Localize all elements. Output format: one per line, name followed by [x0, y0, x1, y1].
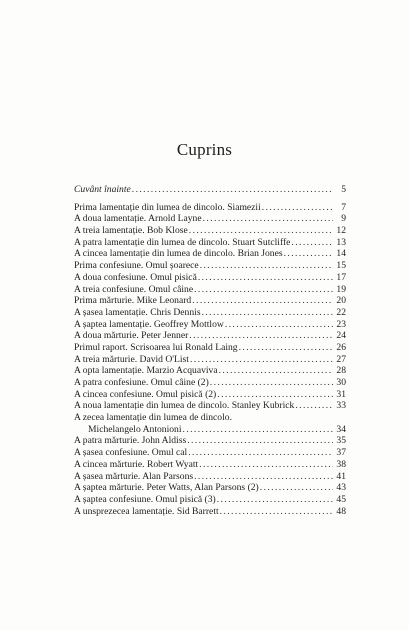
toc-entry-page: 34: [336, 423, 346, 435]
toc-entry-page: 26: [336, 341, 346, 353]
dot-leader: [203, 213, 333, 225]
toc-entry-page: 38: [336, 458, 346, 470]
toc-entry: [74, 482, 346, 494]
dot-leader: [187, 435, 333, 447]
toc-entry: [74, 494, 346, 506]
toc-entry-page: 22: [336, 306, 346, 318]
toc-entry-page: 31: [336, 388, 346, 400]
toc-entry-title: A opta lamentație. Marzio Acquaviva: [74, 365, 218, 377]
toc-entry: [74, 225, 346, 237]
dot-leader: [210, 377, 333, 389]
toc-entry-title: A șaptea lamentație. Geoffrey Mottlow: [74, 318, 224, 330]
toc-entry-page: 30: [336, 377, 346, 388]
dot-leader: [189, 330, 333, 342]
toc-entry-continuation: [74, 424, 346, 436]
dot-leader: [284, 248, 333, 260]
toc-entry: [74, 202, 346, 214]
toc-entry: [74, 284, 346, 296]
toc-entry: [74, 471, 346, 483]
dot-leader: [200, 260, 333, 272]
toc-entry: [74, 260, 346, 272]
toc-entry-title: A treia confesiune. Omul câine: [74, 283, 194, 295]
toc-entry-title: Prima lamentație din lumea de dincolo. Siamezii: [74, 201, 261, 213]
toc-entry: [74, 459, 346, 471]
toc-entry: [74, 307, 346, 319]
toc-entry-page: 45: [336, 493, 346, 505]
toc-entry: [74, 354, 346, 366]
toc-entry: [74, 435, 346, 447]
dot-leader: [194, 471, 333, 483]
toc-entry-title: A treia lamentație. Bob Klose: [74, 225, 188, 237]
dot-leader: [217, 389, 333, 401]
toc-entry-title: A patra mărturie. John Aldiss: [74, 435, 187, 447]
toc-entry-page: 9: [341, 213, 346, 225]
dot-leader: [262, 202, 333, 214]
toc-entry-title: A unsprezecea lamentație. Sid Barrett: [74, 505, 219, 517]
toc-entry-title: A noua lamentație din lumea de dincolo. Stanley Kubrick: [74, 400, 295, 412]
toc-entry-title: A patra confesiune. Omul câine (2): [74, 377, 209, 388]
dot-leader: [260, 482, 333, 494]
toc-entry-page: 15: [336, 260, 346, 272]
toc-entry: [74, 342, 346, 354]
dot-leader: [219, 365, 333, 377]
dot-leader: [190, 354, 333, 366]
dot-leader: [199, 459, 333, 471]
toc-entry: [74, 400, 346, 412]
toc-entry-title: A treia mărturie. David O'List: [74, 353, 189, 365]
toc-entry-page: 13: [336, 236, 346, 248]
page-title: Cuprins: [176, 140, 233, 159]
dot-leader: [198, 272, 333, 284]
toc-entry-page: 17: [336, 271, 346, 283]
dot-leader: [220, 506, 333, 518]
dot-leader: [291, 237, 333, 249]
toc-entry-title: A cincea mărturie. Robert Wyatt: [74, 458, 199, 470]
toc-entry: [74, 389, 346, 401]
toc-entry-page: 14: [336, 248, 346, 260]
toc-entry: [74, 506, 346, 518]
toc-entry: [74, 330, 346, 342]
toc-entry-page: 12: [336, 225, 346, 237]
toc-entry-title: A șaptea mărturie. Peter Watts, Alan Parsons (2): [74, 482, 259, 494]
toc-entry-title: A doua mărturie. Peter Jenner: [74, 330, 189, 342]
toc-entry-page: 28: [336, 365, 346, 377]
toc-entry-title: A patra lamentație din lumea de dincolo. Stuart Sutcliffe: [74, 236, 291, 248]
toc-entry-title: A zecea lamentație din lumea de dincolo.: [74, 412, 232, 424]
toc-entry: [74, 447, 346, 459]
toc-entry: [74, 248, 346, 260]
toc-entry-page: 41: [336, 470, 346, 482]
toc-entry: [74, 272, 346, 284]
dot-leader: [132, 184, 333, 196]
toc-entry: [74, 184, 346, 196]
toc-entry-page: 33: [336, 400, 346, 412]
toc-entry-page: 24: [336, 330, 346, 342]
toc-entry: [74, 295, 346, 307]
toc-entry: [74, 412, 346, 424]
toc-entry-page: 43: [336, 482, 346, 494]
dot-leader: [192, 295, 333, 307]
toc-entry-title: Prima mărturie. Mike Leonard: [74, 295, 192, 307]
dot-leader: [194, 284, 333, 296]
toc-entry-title: Cuvânt înainte: [74, 184, 131, 195]
toc-entry-page: 20: [336, 295, 346, 307]
toc-entry-title: Prima confesiune. Omul șoarece: [74, 260, 199, 272]
toc-entry-page: 5: [341, 184, 346, 195]
dot-leader: [189, 225, 333, 237]
toc-entry-page: 19: [336, 283, 346, 295]
toc-entry-page: 37: [336, 447, 346, 459]
toc-entry-title: A doua lamentație. Arnold Layne: [74, 213, 202, 225]
toc-entry-page: 7: [341, 201, 346, 213]
toc-entry-title: A doua confesiune. Omul pisică: [74, 271, 197, 283]
toc-entry-title: A șasea confesiune. Omul cal: [74, 447, 188, 459]
toc-entry-title: A cincea confesiune. Omul pisică (2): [74, 388, 217, 400]
toc-entry-page: 23: [336, 318, 346, 330]
toc-entry: [74, 365, 346, 377]
toc-entry-page: 27: [336, 353, 346, 365]
toc-entry-title: A cincea lamentație din lumea de dincolo. Brian Jones: [74, 248, 283, 260]
toc-entry: [74, 237, 346, 249]
toc-entry-title: A șaptea confesiune. Omul pisică (3): [74, 493, 216, 505]
toc-entry-page: 35: [336, 435, 346, 447]
dot-leader: [188, 447, 333, 459]
table-of-contents: [74, 184, 346, 517]
toc-entry: [74, 377, 346, 389]
toc-entry-page: 48: [336, 505, 346, 517]
toc-entry-title: A șasea mărturie. Alan Parsons: [74, 470, 194, 482]
toc-entry: [74, 213, 346, 225]
toc-entry-title: Michelangelo Antonioni: [88, 423, 182, 435]
dot-leader: [225, 319, 333, 331]
dot-leader: [217, 494, 333, 506]
dot-leader: [202, 307, 333, 319]
toc-entry: [74, 319, 346, 331]
dot-leader: [183, 424, 333, 436]
dot-leader: [295, 400, 333, 412]
toc-entry-title: Primul raport. Scrisoarea lui Ronald Laing: [74, 341, 238, 353]
dot-leader: [239, 342, 333, 354]
toc-entry-title: A șasea lamentație. Chris Dennis: [74, 306, 201, 318]
